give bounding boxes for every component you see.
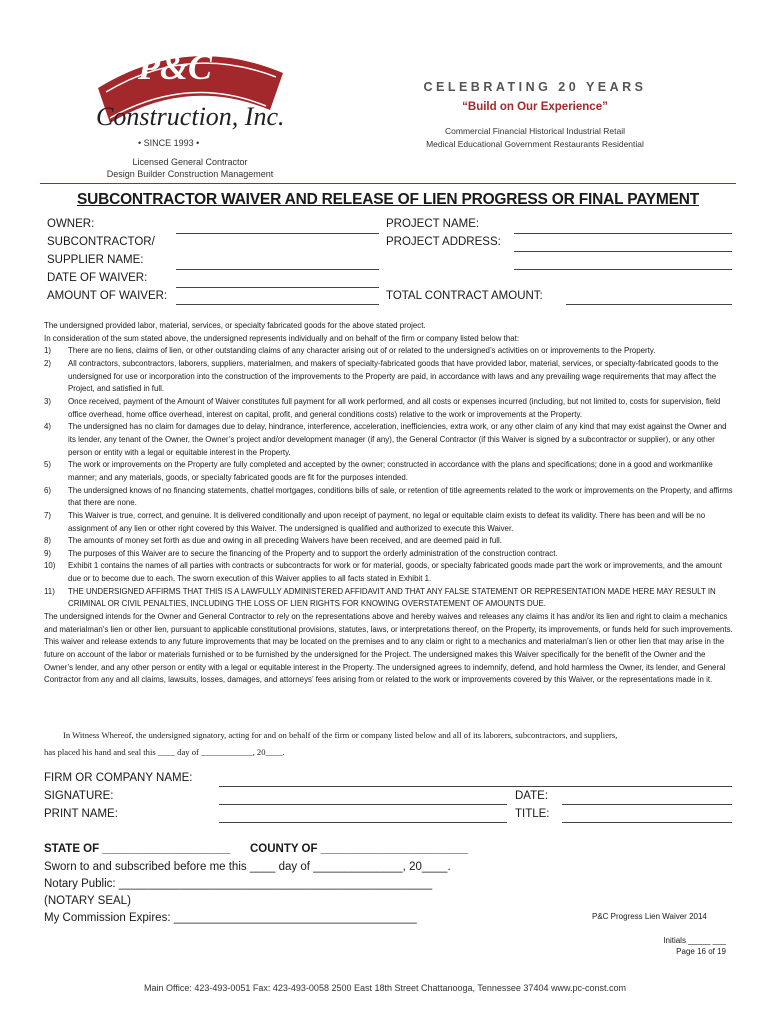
owner-field[interactable]	[176, 233, 379, 234]
county-of-line: COUNTY OF _______________________	[250, 843, 468, 855]
licensed-line-1: Licensed General Contractor	[132, 157, 248, 167]
supplier-name-field[interactable]	[176, 269, 379, 270]
supplier-name-label: SUPPLIER NAME:	[47, 254, 144, 266]
date-label: DATE:	[515, 790, 549, 802]
list-item: 9) The purposes of this Waiver are to secure the financing of the Property and to support the orderly administration of the construction contract.	[44, 548, 558, 558]
list-item: 2) All contractors, subcontractors, laborers, suppliers, materialmen, and makers of specialty-fabricated goods that have provided labor, material, services, or specialty-fabricated goods to the undersigned for use or incorporation into the construction of the improvements to the Property are paid, in accordance with laws and any prevailing wage requirements that may affect the Project, and satisfied in full.	[44, 358, 719, 394]
sworn-line: Sworn to and subscribed before me this ____ day of ______________, 20____.	[44, 861, 451, 873]
page-number: Page 16 of 19	[676, 947, 726, 956]
licensed-line-2: Design Builder Construction Management	[106, 169, 274, 179]
waiver-body	[44, 320, 734, 687]
total-contract-amount-label: TOTAL CONTRACT AMOUNT:	[386, 290, 543, 302]
notary-seal-text: (NOTARY SEAL)	[44, 895, 131, 907]
document-label: P&C Progress Lien Waiver 2014	[592, 912, 707, 921]
logo-main-text: P&C	[138, 47, 213, 87]
intro-1: The undersigned provided labor, material, services, or specialty fabricated goods for the above stated project.	[44, 321, 426, 330]
witness-paragraph	[44, 727, 734, 761]
amount-of-waiver-label: AMOUNT OF WAIVER:	[47, 290, 168, 302]
firm-name-field[interactable]	[219, 786, 732, 787]
tagline: “Build on Our Experience”	[462, 101, 608, 113]
commission-expires-line: My Commission Expires: ______________________________________	[44, 912, 417, 924]
logo-sub-text: Construction, Inc.	[96, 102, 285, 131]
state-of-line: STATE OF ____________________	[44, 843, 231, 855]
list-item: 6) The undersigned knows of no financing statements, chattel mortgages, conditions bills of sale, or retention of title agreements related to the work or improvements on the Property, and affirms that there are none.	[44, 485, 733, 508]
sectors	[395, 125, 675, 151]
celebrating-text: CELEBRATING 20 YEARS	[423, 80, 647, 94]
list-item: 10) Exhibit 1 contains the names of all parties with contracts or subcontracts for work or for material, goods, or specialty fabricated goods made part the work or improvements, and the amount due or to become due to each. The sworn execution of this Waiver applies to all facts stated in Exhibit 1.	[44, 561, 722, 584]
witness-line-1: In Witness Whereof, the undersigned signatory, acting for and on behalf of the firm or company listed below and all of its laborers, subcontractors, and suppliers,	[63, 730, 618, 740]
amount-of-waiver-field[interactable]	[176, 304, 379, 305]
project-address-field-1[interactable]	[514, 251, 732, 252]
date-of-waiver-field[interactable]	[176, 287, 379, 288]
intro-2: In consideration of the sum stated above, the undersigned represents individually and on behalf of the firm or company listed below that:	[44, 333, 520, 343]
sectors-line-1: Commercial Financial Historical Industrial Retail	[445, 126, 625, 136]
title-field[interactable]	[562, 822, 732, 823]
firm-name-label: FIRM OR COMPANY NAME:	[44, 772, 193, 784]
date-field[interactable]	[562, 804, 732, 805]
project-name-field[interactable]	[514, 233, 732, 234]
date-of-waiver-label: DATE OF WAIVER:	[47, 272, 148, 284]
signature-field[interactable]	[219, 804, 507, 805]
footer-contact: Main Office: 423-493-0051 Fax: 423-493-0058 2500 East 18th Street Chattanooga, Tennessee 37404 www.pc-const.com	[144, 983, 626, 993]
owner-label: OWNER:	[47, 218, 95, 230]
total-contract-amount-field[interactable]	[566, 304, 732, 305]
subcontractor-label: SUBCONTRACTOR/	[47, 236, 155, 248]
witness-line-2: has placed his hand and seal this ____ day of ____________, 20____.	[44, 747, 285, 757]
project-address-field-2[interactable]	[514, 269, 732, 270]
notary-public-line: Notary Public: _________________________________________________	[44, 878, 433, 890]
closing-paragraph: The undersigned intends for the Owner and General Contractor to rely on the representations above and hereby waives and releases any claims it has and/or its lien and right to claim a mechanics and materialman’s lien or other lien, pursuant to applicable constitutional provisions, statutes, laws, or interpretations thereof, on the Property, its improvements, or funds held for such improvements. This waiver and release extends to any future improvements that may be located on the premises and to any claim or right to a mechanics and materialman’s lien or other lien that may arise in the future on account of the labor or materials furnished or to be furnished by the undersigned for the Project. The undersigned makes this Waiver specifically for the benefit of the Owner and the Owner’s lender, and any other person or entity with a legal or equitable interest in the Property. The undersigned agrees to indemnify, defend, and hold harmless the Owner, its lender, and General Contractor from any and all claims, lawsuits, losses, damages, and attorneys’ fees arising from or related to the work or improvements covered by this Waiver, or the representations made in it.	[44, 612, 733, 685]
sectors-line-2: Medical Educational Government Restaurants Residential	[426, 139, 644, 149]
header-divider	[40, 183, 736, 184]
title-label: TITLE:	[515, 808, 550, 820]
initials-field[interactable]: Initials _____ ___	[663, 936, 726, 945]
print-name-field[interactable]	[219, 822, 507, 823]
list-item: 4) The undersigned has no claim for damages due to delay, hindrance, interference, acceleration, inefficiencies, extra work, or any other claim of any kind that may exist against the Owner and its lender, any tenant of the Owner, the Owner’s project and/or development manager (if any), the General Contractor (if this Waiver is signed by a subcontractor or supplier), or any other person or entity with a legal or equitable interest in the Property.	[44, 422, 727, 457]
list-item: 7) This Waiver is true, correct, and genuine. It is delivered conditionally and upon receipt of payment, no legal or equitable claim exists to defeat its validity. There has been and will be no assignment of any lien or other right covered by this Waiver. The undersigned is qualified and authorized to execute this Waiver.	[44, 510, 706, 533]
signature-label: SIGNATURE:	[44, 790, 114, 802]
document-title: SUBCONTRACTOR WAIVER AND RELEASE OF LIEN PROGRESS OR FINAL PAYMENT	[76, 191, 700, 208]
list-item: 8) The amounts of money set forth as due and owing in all preceding Waivers have been received, and are deemed paid in full.	[44, 536, 502, 546]
project-address-label: PROJECT ADDRESS:	[386, 236, 501, 248]
print-name-label: PRINT NAME:	[44, 808, 118, 820]
list-item: 1) There are no liens, claims of lien, or other outstanding claims of any character arising out of or related to the undersigned’s activities on or improvements to the Property.	[44, 346, 656, 356]
header-right	[395, 80, 675, 151]
list-item: 11) THE UNDERSIGNED AFFIRMS THAT THIS IS A LAWFULLY ADMINISTERED AFFIDAVIT AND THAT ANY FALSE STATEMENT OR REPRESENTATION MADE HERE MAY RESULT IN CRIMINAL OR CIVIL PENALTIES, INCLUDING THE LOSS OF LIEN RIGHTS FOR KNOWING OVERSTATEMENT OF AMOUNTS DUE.	[44, 586, 716, 609]
project-name-label: PROJECT NAME:	[386, 218, 480, 230]
list-item: 5) The work or improvements on the Property are fully completed and accepted by the owner; constructed in accordance with the plans and specifications; done in a good and workmanlike manner; and any materials, goods, or specialty fabricated goods are fit for the purposes intended.	[44, 460, 713, 482]
list-item: 3) Once received, payment of the Amount of Waiver constitutes full payment for all work performed, and all costs or expenses incurred (including, but not limited to, costs for supervision, field office overhead, home office overhead, interest on capital, profit, and general conditions costs) relative to the work or improvements at the Property.	[44, 396, 721, 419]
licensed-info	[90, 156, 290, 180]
logo-since-text: • SINCE 1993 •	[138, 138, 200, 148]
